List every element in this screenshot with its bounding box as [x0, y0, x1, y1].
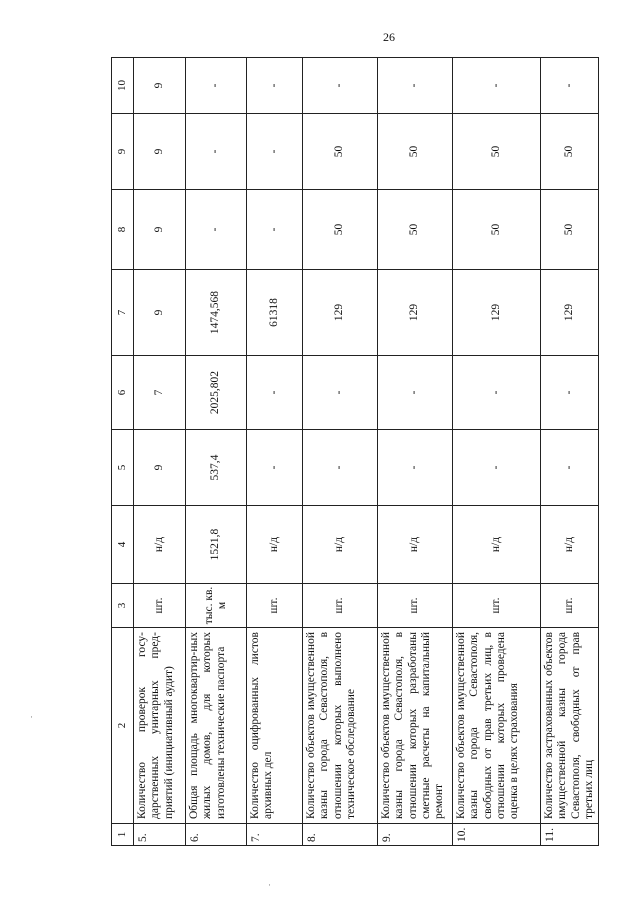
value-cell: - — [247, 58, 303, 114]
value-cell: - — [378, 58, 453, 114]
value-cell: - — [541, 356, 599, 430]
value-cell: 129 — [303, 270, 378, 356]
table-row — [134, 58, 186, 846]
value-cell: - — [303, 430, 378, 506]
unit-cell: шт. — [541, 584, 599, 628]
value-cell: 129 — [453, 270, 541, 356]
indicator-name: Количество оцифрованных листов архивных дел — [247, 628, 303, 824]
value-cell: - — [541, 58, 599, 114]
table-row — [541, 58, 599, 846]
value-cell: 50 — [541, 190, 599, 270]
scan-speck: · — [30, 712, 33, 722]
value-cell: - — [453, 58, 541, 114]
value-cell: - — [303, 58, 378, 114]
table-header-row — [112, 58, 134, 846]
value-cell: - — [247, 114, 303, 190]
row-number: 5. — [134, 824, 186, 846]
indicator-table — [111, 57, 599, 846]
value-cell: 50 — [541, 114, 599, 190]
scan-speck: · — [268, 880, 271, 890]
value-cell: н/д — [247, 506, 303, 584]
indicator-name: Общая площадь многоквартир-ных жилых домов, для которых изготовлены технические паспорта — [186, 628, 247, 824]
row-number: 11. — [541, 824, 599, 846]
column-header: 8 — [112, 190, 134, 270]
unit-cell: шт. — [303, 584, 378, 628]
table-row — [378, 58, 453, 846]
value-cell: 9 — [134, 430, 186, 506]
value-cell: 9 — [134, 190, 186, 270]
value-cell: - — [247, 190, 303, 270]
column-header: 3 — [112, 584, 134, 628]
value-cell: 1521,8 — [186, 506, 247, 584]
value-cell: 2025,802 — [186, 356, 247, 430]
column-header: 5 — [112, 430, 134, 506]
unit-cell: шт. — [247, 584, 303, 628]
value-cell: - — [453, 430, 541, 506]
value-cell: 50 — [303, 114, 378, 190]
column-header: 4 — [112, 506, 134, 584]
unit-cell: тыс. кв. м — [186, 584, 247, 628]
value-cell: 9 — [134, 114, 186, 190]
value-cell: 50 — [303, 190, 378, 270]
column-header: 2 — [112, 628, 134, 824]
value-cell: н/д — [134, 506, 186, 584]
value-cell: - — [378, 356, 453, 430]
column-header: 1 — [112, 824, 134, 846]
value-cell: н/д — [378, 506, 453, 584]
table-row — [186, 58, 247, 846]
row-number: 7. — [247, 824, 303, 846]
value-cell: 129 — [541, 270, 599, 356]
column-header: 9 — [112, 114, 134, 190]
value-cell: - — [186, 114, 247, 190]
value-cell: - — [186, 58, 247, 114]
value-cell: - — [378, 430, 453, 506]
page-number: 26 — [383, 30, 395, 44]
value-cell: н/д — [303, 506, 378, 584]
indicator-name: Количество объектов имущественной казны города Севастополя, в отношении которых выполнено техническое обследование — [303, 628, 378, 824]
row-number: 10. — [453, 824, 541, 846]
table-row — [453, 58, 541, 846]
value-cell: - — [247, 430, 303, 506]
value-cell: 7 — [134, 356, 186, 430]
unit-cell: шт. — [453, 584, 541, 628]
table-row — [247, 58, 303, 846]
value-cell: 50 — [453, 190, 541, 270]
value-cell: 50 — [378, 190, 453, 270]
value-cell: 129 — [378, 270, 453, 356]
row-number: 9. — [378, 824, 453, 846]
value-cell: 537,4 — [186, 430, 247, 506]
indicator-name: Количество застрахованных объектов имущественной казны города Севастополя, свободных от прав третьих лиц — [541, 628, 599, 824]
value-cell: - — [541, 430, 599, 506]
indicator-name: Количество объектов имущественной казны города Севастополя, свободных от прав третьих лиц, в отношении которых проведена оценка в целях страхования — [453, 628, 541, 824]
value-cell: - — [186, 190, 247, 270]
rotated-table-container — [111, 58, 595, 846]
value-cell: 1474,568 — [186, 270, 247, 356]
column-header: 6 — [112, 356, 134, 430]
value-cell: 50 — [453, 114, 541, 190]
value-cell: - — [453, 356, 541, 430]
value-cell: 61318 — [247, 270, 303, 356]
indicator-name: Количество проверок госу-дарственных унитарных пред-приятий (инициативный аудит) — [134, 628, 186, 824]
value-cell: н/д — [541, 506, 599, 584]
column-header: 10 — [112, 58, 134, 114]
value-cell: 50 — [378, 114, 453, 190]
value-cell: - — [247, 356, 303, 430]
row-number: 8. — [303, 824, 378, 846]
table-row — [303, 58, 378, 846]
indicator-name: Количество объектов имущественной казны города Севастополя, в отношении которых разработаны сметные расчеты на капитальный ремонт — [378, 628, 453, 824]
value-cell: - — [303, 356, 378, 430]
row-number: 6. — [186, 824, 247, 846]
unit-cell: шт. — [378, 584, 453, 628]
unit-cell: шт. — [134, 584, 186, 628]
value-cell: н/д — [453, 506, 541, 584]
value-cell: 9 — [134, 270, 186, 356]
value-cell: 9 — [134, 58, 186, 114]
column-header: 7 — [112, 270, 134, 356]
